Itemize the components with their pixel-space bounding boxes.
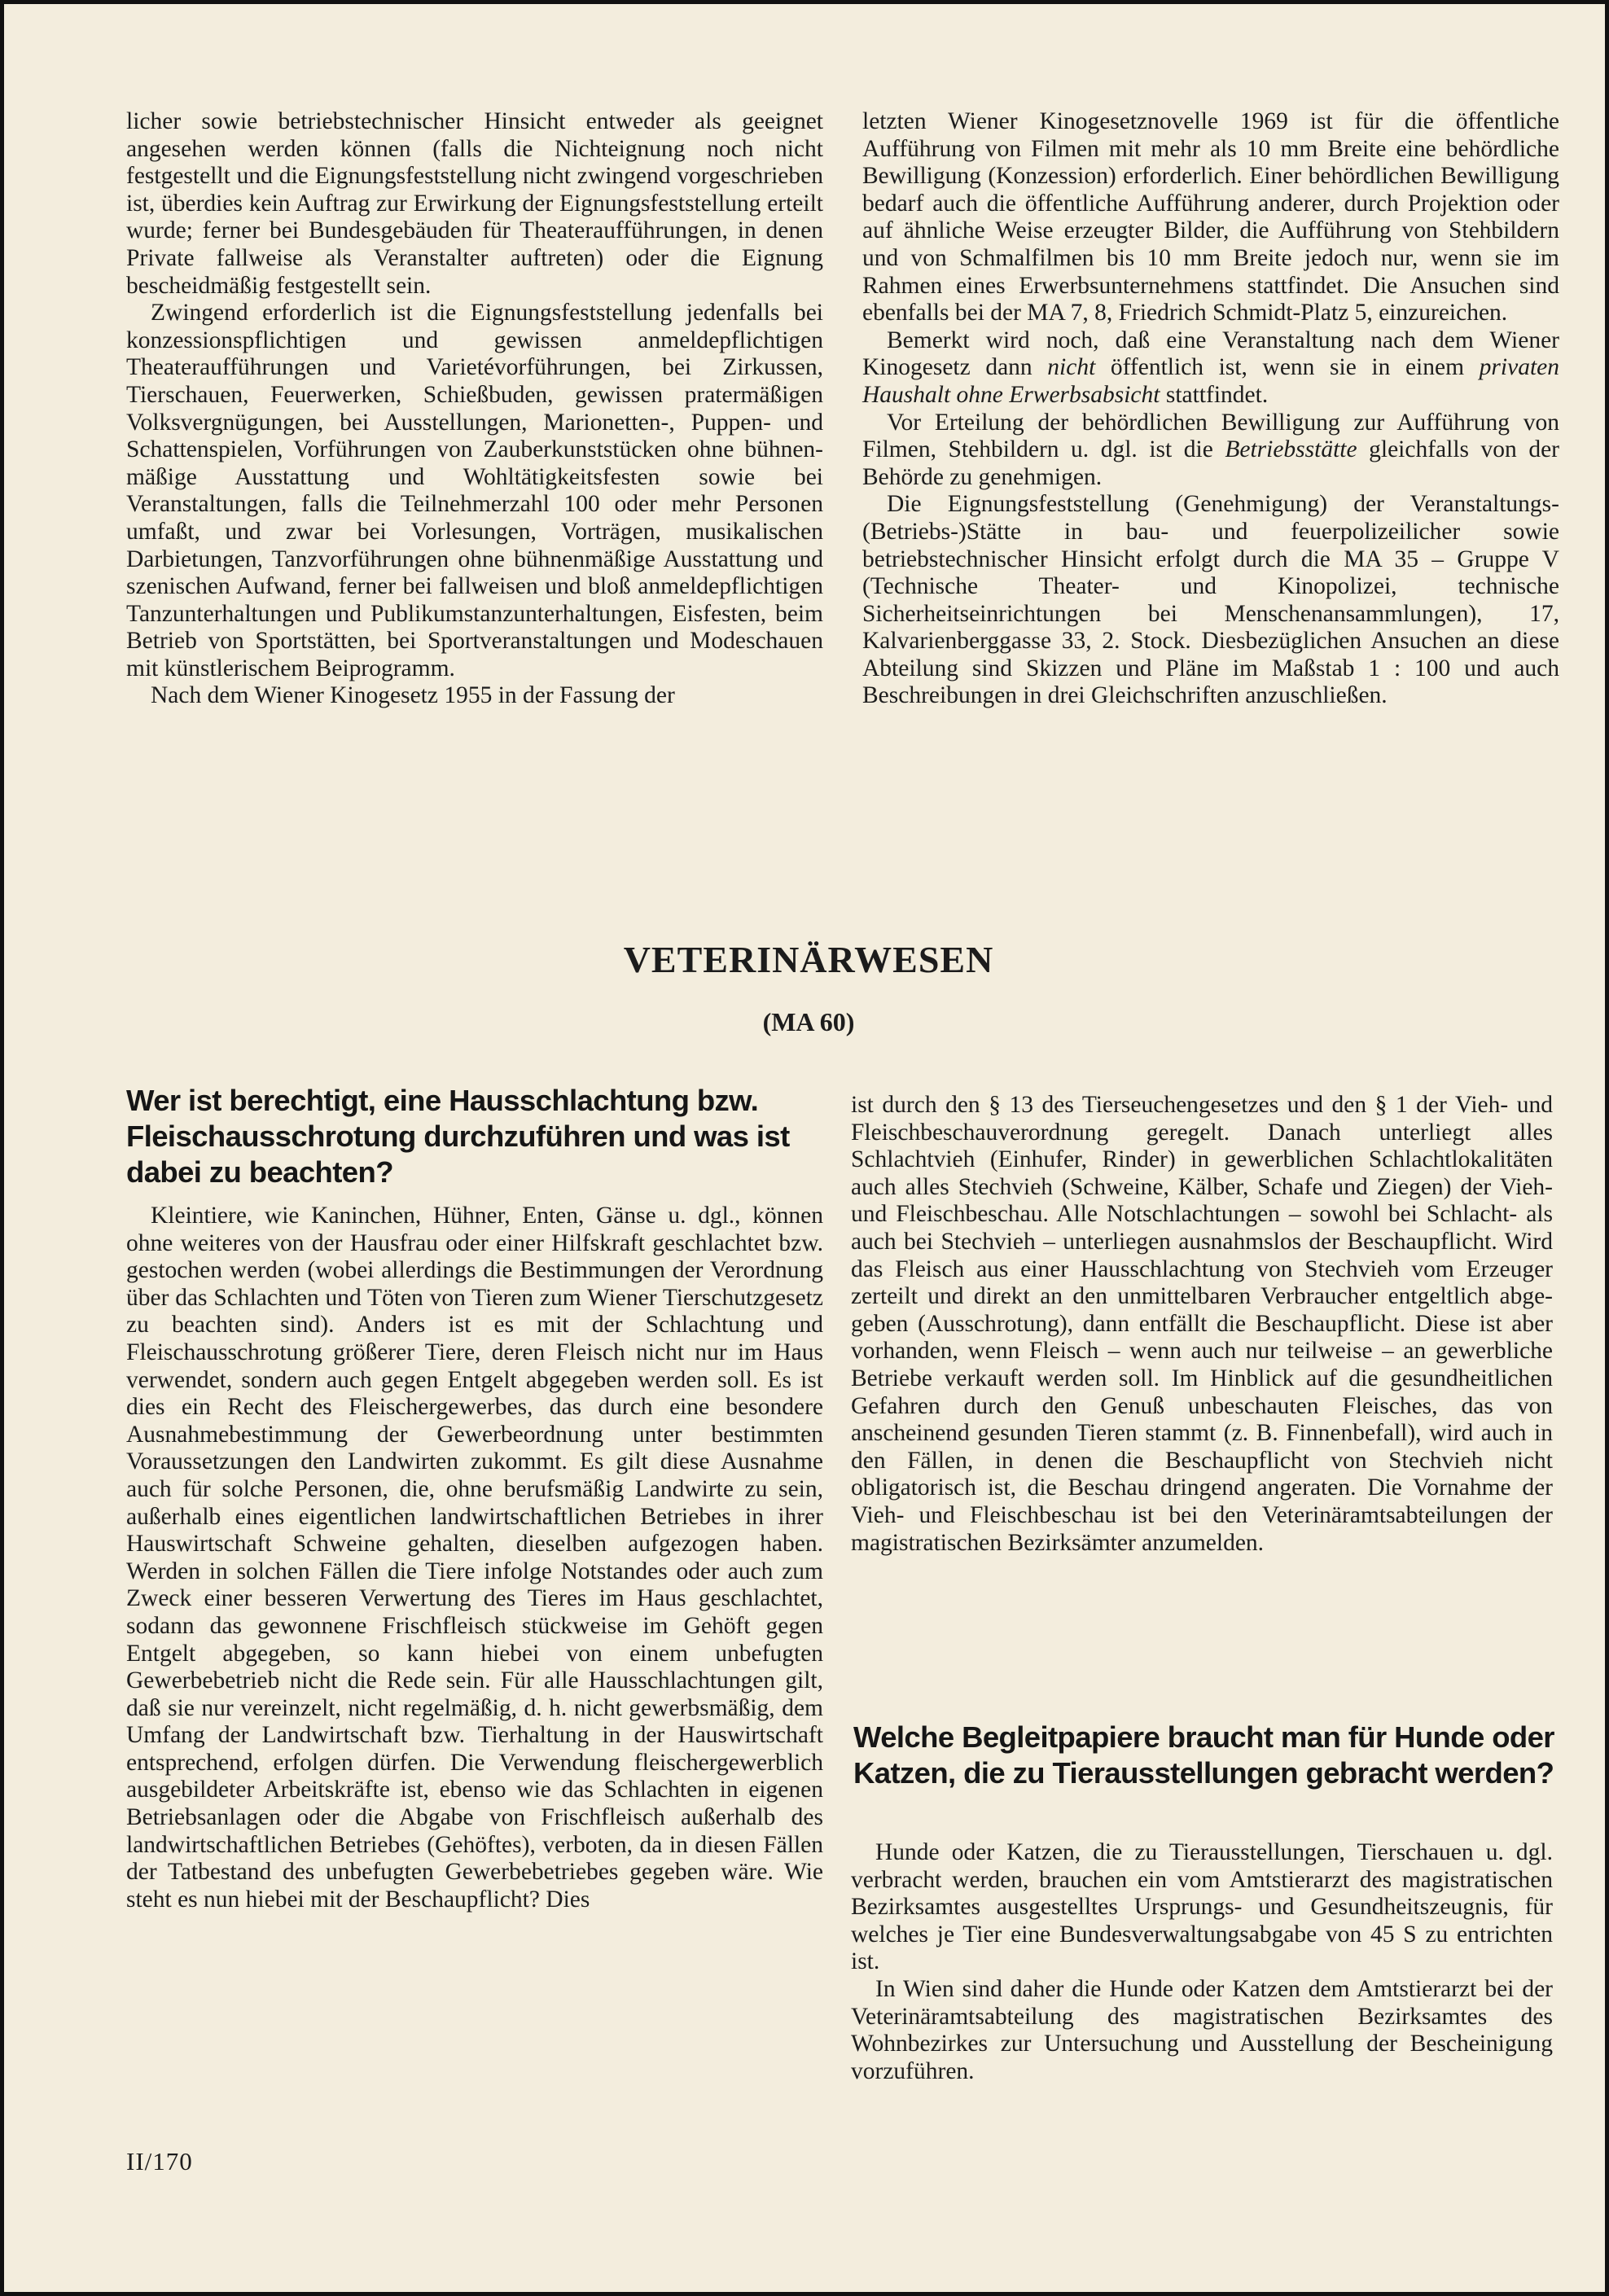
question-heading-slaughter: Wer ist berechtigt, eine Hausschlachtung bzw. Fleischausschrotung durchzuführen und was ist dabei zu beachten? [126, 1084, 790, 1189]
bottom-right-answer [851, 1839, 1553, 2085]
emphasis: privaten Haushalt ohne Erwerbsabsicht [862, 354, 1559, 408]
paragraph: Hunde oder Katzen, die zu Tierausstellungen, Tierschauen u. dgl. verbracht werden, brauchen ein vom Amtstierarzt des magistratischen Bezirksamtes ausgestelltes Ursprungs- und Gesundheitszeugnis, für welches je Tier eine Bundesverwaltungsabgabe von 45 S zu entrichten ist. [851, 1839, 1553, 1975]
top-left-column [126, 108, 823, 710]
top-right-column [862, 108, 1559, 710]
paragraph: Kleintiere, wie Kaninchen, Hühner, Enten, Gänse u. dgl., können ohne weiteres von der Hausfrau oder einer Hilfskraft geschlachtet bzw. gestochen werden (wobei allerdings die Bestimmungen der Verordnung über das Schlachten und Töten von Tieren zum Wiener Tierschutzgesetz zu beachten sind). Anders ist es mit der Schlachtung und Fleischausschrotung größerer Tiere, deren Fleisch nicht nur im Haus verwendet, sondern auch gegen Entgelt abgegeben werden soll. Es ist dies ein Recht des Fleischergewerbes, das durch eine besondere Ausnahmebestimmung der Gewerbeordnung unter bestimmten Voraussetzungen den Landwirten zukommt. Es gilt diese Ausnahme auch für solche Personen, die, ohne berufsmäßig Landwirte zu sein, außerhalb eines eigentlichen landwirtschaftlichen Betriebes in ihrer Hauswirtschaft Schweine gehalten, dieselben aufgezogen haben. Werden in solchen Fällen die Tiere infolge Notstandes oder auch zum Zweck einer besseren Verwertung des Tieres im Haus geschlachtet, sodann das gewonnene Frischfleisch stückweise im Gehöft gegen Entgelt abgegeben, so kann hiebei von einem unbefugten Gewerbebetrieb nicht die Rede sein. Für alle Hausschlachtungen gilt, daß sie nur vereinzelt, nicht regelmäßig, d. h. nicht gewerbsmäßig, dem Umfang der Landwirtschaft bzw. Tierhaltung in der Hauswirtschaft entsprechend, erfolgen dürfen. Die Verwendung fleischergewerblich ausgebildeter Arbeitskräfte ist, ebenso wie das Schlachten in eigenen Betriebsanlagen oder die Abgabe von Frischfleisch außerhalb des landwirtschaftlichen Betriebes (Gehöftes), verboten, da in diesen Fällen der Tatbestand des unbefugten Gewerbebetriebes gegeben wäre. Wie steht es nun hiebei mit der Beschaupflicht? Dies [126, 1203, 823, 1913]
text-run: Bemerkt wird noch, daß eine Veranstaltung nach dem Wiener Kinogesetz dann [862, 326, 1559, 381]
text-run: gleichfalls von der Behörde zu genehmigen. [862, 436, 1559, 490]
emphasis: Betriebsstätte [1225, 436, 1357, 463]
bottom-left-column [126, 1203, 823, 1913]
page-number: II/170 [126, 2147, 193, 2176]
text-run: öffentlich ist, wenn sie in einem [1095, 354, 1480, 381]
paragraph: letzten Wiener Kinogesetznovelle 1969 ist für die öffentliche Aufführung von Filmen mit mehr als 10 mm Breite eine behördliche Bewilligung (Konzession) erforderlich. Einer behördlichen Bewilligung bedarf auch die öffentliche Aufführung anderer, durch Projektion oder auf ähnliche Weise erzeugter Bilder, die Aufführung von Stehbildern und von Schmalfilmen bis 10 mm Breite jedoch nur, wenn sie im Rahmen eines Erwerbsunternehmens stattfindet. Die Ansuchen sind ebenfalls bei der MA 7, 8, Friedrich Schmidt-Platz 5, einzureichen. [862, 108, 1559, 326]
paragraph: licher sowie betriebstechnischer Hinsicht entweder als geeignet angesehen werden können (falls die Nichteignung noch nicht festgestellt und die Eignungsfeststellung nicht zwingend vorgeschrieben ist, überdies kein Auftrag zur Erwirkung der Eignungsfeststellung erteilt wurde; ferner bei Bundesgebäuden für Theateraufführungen, in denen Private fallweise als Veranstalter auftreten) oder die Eignung bescheidmäßig festgestellt sein. [126, 108, 823, 299]
paragraph: Nach dem Wiener Kinogesetz 1955 in der Fassung der [151, 682, 675, 709]
section-title: VETERINÄRWESEN [623, 939, 994, 980]
emphasis: nicht [1047, 354, 1096, 381]
text-run: Vor Erteilung der behördlichen Bewilligung zur Aufführung von Filmen, Stehbildern u. dgl. ist die [862, 409, 1559, 463]
paragraph: ist durch den § 13 des Tierseuchengesetzes und den § 1 der Vieh- und Fleischbeschauverordnung geregelt. Danach unterliegt alles Schlachtvieh (Einhufer, Rinder) in gewerblichen Schlachtlokalitäten auch alles Stechvieh (Schweine, Kälber, Schafe und Ziegen) der Vieh- und Fleischbeschau. Alle Notschlachtungen – sowohl bei Schlacht- als auch bei Stechvieh – unterliegen ausnahmslos der Beschaupflicht. Wird das Fleisch aus einer Hausschlachtung von Stechvieh vom Erzeuger zerteilt und direkt an den unmittelbaren Verbraucher entgeltlich abgegeben (Ausschrotung), dann entfällt die Beschaupflicht. Diese ist aber vorhanden, wenn Fleisch – wenn auch nur teilweise – an gewerbliche Betriebe verkauft werden soll. Im Hinblick auf die gesundheitlichen Gefahren durch den Genuß unbeschauten Fleisches, das von anscheinend gesunden Tieren stammt (z. B. Finnenbefall), wird auch in den Fällen, in denen die Beschaupflicht von Stechvieh nicht obligatorisch ist, die Beschau dringend angeraten. Die Vornahme der Vieh- und Fleischbeschau ist bei den Veterinäramtsabteilungen der magistratischen Bezirksämter anzumelden. [851, 1092, 1553, 1556]
question-heading-animal-papers: Welche Begleitpapiere braucht man für Hunde oder Katzen, die zu Tierausstellungen gebracht werden? [853, 1720, 1554, 1790]
section-subtitle: (MA 60) [762, 1007, 855, 1036]
paragraph: Die Eignungsfeststellung (Genehmigung) der Veranstaltungs-(Betriebs-)Stätte in bau- und feuerpolizeilicher sowie betriebstechnischer Hinsicht erfolgt durch die MA 35 – Gruppe V (Technische Theater- und Kinopolizei, technische Sicherheitseinrichtungen bei Menschenansammlungen), 17, Kalvarienberggasse 33, 2. Stock. Diesbezüglichen Ansuchen an diese Abteilung sind Skizzen und Pläne im Maßstab 1 : 100 und auch Beschreibungen in drei Gleichschriften anzuschließen. [862, 491, 1559, 709]
paragraph: Zwingend erforderlich ist die Eignungsfeststellung jedenfalls bei konzessionspflichtigen und gewissen anmeldepflichtigen Theateraufführungen und Varietévorführungen, bei Zirkussen, Tierschauen, Feuerwerken, Schießbuden, gewissen pratermäßigen Volksvergnügungen, bei Ausstellungen, Marionetten-, Puppen- und Schattenspielen, Vorführungen von Zauberkunststücken ohne bühnenmäßige Ausstattung und Wohltätigkeitsfesten sowie bei Veranstaltungen, falls die Teilnehmerzahl 100 oder mehr Personen umfaßt, und zwar bei Vorlesungen, Vorträgen, musikalischen Darbietungen, Tanzvorführungen ohne bühnenmäßige Ausstattung und szenischen Aufwand, ferner bei fallweisen und bloß anmeldepflichtigen Tanzunterhaltungen und Publikumstanzunterhaltungen, Eisfesten, beim Betrieb von Sportstätten, bei Sportveranstaltungen und Modeschauen mit künstlerischem Beiprogramm. [126, 300, 823, 681]
paragraph: In Wien sind daher die Hunde oder Katzen dem Amtstierarzt bei der Veterinäramtsabteilung des magistratischen Bezirksamtes des Wohnbezirkes zur Untersuchung und Ausstellung der Bescheinigung vorzuführen. [851, 1975, 1553, 2084]
paragraph [862, 327, 1559, 410]
paragraph [862, 410, 1559, 492]
text-run: stattfindet. [1160, 381, 1269, 408]
bottom-right-column [851, 1092, 1553, 1557]
